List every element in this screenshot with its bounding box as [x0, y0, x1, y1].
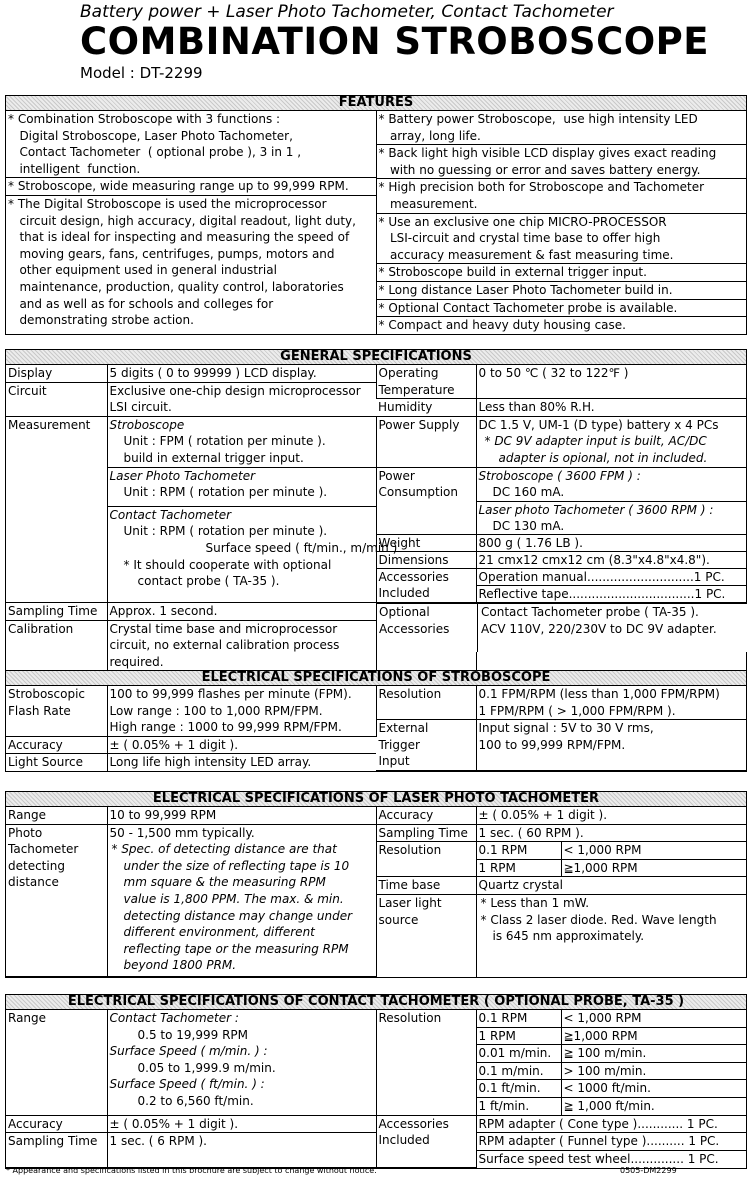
spec-value: ≧1,000 RPM — [561, 1027, 746, 1045]
feature-item — [377, 317, 747, 334]
optional-accessories: Optional Accessories Contact Tachometer probe ( TA-35 ). ACV 110V, 220/230V to DC 9V adapter. — [376, 603, 747, 652]
spec-value: 10 to 99,999 RPM — [107, 807, 376, 824]
spec-value: 0.1 FPM/RPM (less than 1,000 FPM/RPM) 1 FPM/RPM ( > 1,000 FPM/RPM ). — [476, 686, 746, 720]
feature-item — [377, 300, 747, 318]
spec-label: Humidity — [376, 399, 476, 417]
spec-value: ± ( 0.05% + 1 digit ). — [107, 1115, 376, 1133]
spec-value: RPM adapter ( Funnel type ).......... 1 PC. — [476, 1133, 746, 1151]
laser-note-line: reflecting tape or the measuring RPM — [123, 941, 349, 956]
spec-value: 100 to 99,999 flashes per minute (FPM). Low range : 100 to 1,000 RPM/FPM. High range : 1000 to 99,999 RPM/FPM. — [107, 686, 376, 736]
feature-item — [6, 178, 376, 196]
general-specs-section — [5, 349, 747, 672]
feature-item — [6, 196, 376, 329]
spec-value: 1 RPM — [476, 1027, 561, 1045]
feature-line: * Use an exclusive one chip MICRO-PROCESSOR — [378, 214, 667, 229]
laser-note-line: under the size of reflecting tape is 10 — [123, 858, 350, 873]
spec-label: Resolution — [376, 842, 476, 877]
feature-line: * Optional Contact Tachometer probe is available. — [378, 300, 678, 315]
spec-value: 0.1 m/min. — [476, 1062, 561, 1080]
feature-item — [377, 264, 747, 282]
spec-label: Range — [6, 807, 107, 824]
spec-label: Display — [6, 365, 107, 382]
spec-value: ≧ 100 m/min. — [561, 1045, 746, 1063]
feature-line: Digital Stroboscope, Laser Photo Tachometer, — [8, 128, 293, 143]
spec-label: Resolution — [376, 1010, 476, 1115]
spec-value: Long life high intensity LED array. — [107, 754, 376, 771]
laser-specs-section — [5, 791, 747, 978]
stroboscope-specs-heading: ELECTRICAL SPECIFICATIONS OF STROBOSCOPE — [6, 671, 746, 686]
laser-note-line: mm square & the measuring RPM — [123, 875, 326, 890]
feature-line: * Stroboscope build in external trigger input. — [378, 265, 647, 280]
spec-value: 1 sec. ( 60 RPM ). — [476, 824, 746, 842]
feature-line: * Battery power Stroboscope, use high intensity LED — [378, 112, 698, 126]
feature-item — [377, 111, 747, 145]
page-title: COMBINATION STROBOSCOPE — [80, 20, 710, 63]
spec-value: Stroboscope ( 3600 FPM ) : DC 160 mA. Laser photo Tachometer ( 3600 RPM ) : DC 130 mA. 800 g ( 1.76 LB ). 21 cmx12 cmx12 cm (8.3"x4.8"x4.8"). Operation manual............................1 PC. Reflective tape.................................1 PC. — [476, 467, 746, 603]
features-right — [376, 111, 746, 334]
spec-label: Sampling Time — [6, 1133, 107, 1168]
spec-value: Contact Tachometer : 0.5 to 19,999 RPM Surface Speed ( m/min. ) : 0.05 to 1,999.9 m/min. Surface Speed ( ft/min. ) : 0.2 to 6,560 ft/min. — [107, 1010, 376, 1115]
laser-note-line: detecting distance may change under — [123, 908, 353, 923]
spec-value: Quartz crystal — [476, 877, 746, 895]
spec-value: > 100 m/min. — [561, 1062, 746, 1080]
laser-note-line: different environment, different — [123, 925, 315, 940]
model-number: Model : DT-2299 — [80, 64, 203, 82]
feature-line: * Stroboscope, wide measuring range up to 99,999 RPM. — [8, 179, 349, 194]
spec-label: Calibration — [6, 620, 107, 670]
feature-line: * Long distance Laser Photo Tachometer build in. — [378, 282, 673, 297]
spec-value: ≧ 1,000 ft/min. — [561, 1097, 746, 1115]
disclaimer-note: * Appearance and specifications listed in this brochure are subject to change without notice. — [6, 1166, 377, 1175]
spec-value: Input signal : 5V to 30 V rms, 100 to 99,999 RPM/FPM. — [476, 720, 746, 771]
feature-line: accuracy measurement & fast measuring time. — [378, 247, 674, 262]
spec-label: Range — [6, 1010, 107, 1115]
spec-label: Power Consumption Weight Dimensions Accessories Included — [376, 467, 476, 603]
spec-value: ≧1,000 RPM — [561, 859, 746, 877]
contact-specs-section — [5, 994, 747, 1169]
spec-value: ± ( 0.05% + 1 digit ). — [476, 807, 746, 824]
spec-value: 5 digits ( 0 to 99999 ) LCD display. — [107, 365, 376, 382]
spec-value: Less than 80% R.H. — [476, 399, 746, 417]
spec-label: Laser light source — [376, 894, 476, 977]
spec-value: * Less than 1 mW. * Class 2 laser diode. Red. Wave length is 645 nm approximately. — [476, 894, 746, 977]
feature-line: intelligent function. — [8, 161, 141, 176]
spec-label: Resolution — [376, 686, 476, 720]
spec-value: 0.01 m/min. — [476, 1045, 561, 1063]
feature-line: demonstrating strobe action. — [8, 313, 194, 328]
feature-line: Contact Tachometer ( optional probe ), 3 in 1 , — [8, 145, 302, 160]
features-section — [5, 95, 747, 335]
spec-label: Stroboscopic Flash Rate — [6, 686, 107, 736]
contact-specs-heading: ELECTRICAL SPECIFICATIONS OF CONTACT TACHOMETER ( OPTIONAL PROBE, TA-35 ) — [6, 995, 746, 1010]
spec-value: 1 ft/min. — [476, 1097, 561, 1115]
feature-item — [6, 111, 376, 178]
feature-line: * High precision both for Stroboscope and Tachometer — [378, 180, 705, 195]
spec-value: Crystal time base and microprocessor circuit, no external calibration process required. — [107, 620, 376, 670]
spec-label: Operating Temperature — [376, 365, 476, 399]
spec-value: < 1,000 RPM — [561, 842, 746, 860]
spec-value: < 1000 ft/min. — [561, 1080, 746, 1098]
spec-value: Surface speed test wheel.............. 1 PC. — [476, 1150, 746, 1167]
spec-label: Accuracy — [6, 736, 107, 754]
feature-item — [377, 214, 747, 265]
spec-value: Stroboscope Unit : FPM ( rotation per minute ). build in external trigger input. — [107, 416, 376, 467]
spec-label: Sampling Time — [376, 824, 476, 842]
spec-label: Accessories Included — [376, 1115, 476, 1167]
spec-value: Laser Photo Tachometer Unit : RPM ( rotation per minute ). — [107, 467, 376, 506]
spec-value: 0 to 50 ℃ ( 32 to 122℉ ) — [476, 365, 746, 399]
feature-item — [377, 282, 747, 300]
laser-note-line: value is 1,800 PPM. The max. & min. — [123, 891, 344, 906]
subtitle: Battery power + Laser Photo Tachometer, Contact Tachometer — [80, 2, 614, 22]
stroboscope-specs-section — [5, 670, 747, 772]
spec-label: Sampling Time — [6, 603, 107, 621]
feature-line: * Compact and heavy duty housing case. — [378, 318, 626, 333]
spec-label: External Trigger Input — [376, 720, 476, 771]
spec-value: 1 sec. ( 6 RPM ). — [107, 1133, 376, 1168]
laser-note-line: * Spec. of detecting distance are that — [111, 842, 337, 857]
feature-line: * The Digital Stroboscope is used the microprocessor — [8, 196, 327, 211]
spec-label: Measurement — [6, 416, 107, 602]
features-left — [6, 111, 376, 334]
spec-label: Light Source — [6, 754, 107, 771]
spec-value: 1 RPM — [476, 859, 561, 877]
spec-label: Accuracy — [6, 1115, 107, 1133]
spec-value: RPM adapter ( Cone type )............ 1 PC. — [476, 1115, 746, 1133]
laser-specs-heading: ELECTRICAL SPECIFICATIONS OF LASER PHOTO TACHOMETER — [6, 792, 746, 807]
spec-label: Time base — [376, 877, 476, 895]
feature-line: LSI-circuit and crystal time base to offer high — [378, 231, 661, 246]
spec-value: ± ( 0.05% + 1 digit ). — [107, 736, 376, 754]
feature-line: measurement. — [378, 196, 478, 211]
contact-specs-table — [6, 1010, 746, 1168]
feature-line: with no guessing or error and saves battery energy. — [378, 162, 701, 177]
spec-value: 0.1 ft/min. — [476, 1080, 561, 1098]
spec-label: Accuracy — [376, 807, 476, 824]
spec-value: DC 1.5 V, UM-1 (D type) battery x 4 PCs * DC 9V adapter input is built, AC/DC adapter is opional, not in included. — [476, 416, 746, 467]
feature-line: * Combination Stroboscope with 3 functions : — [8, 112, 281, 126]
spec-value: 0.1 RPM — [476, 842, 561, 860]
spec-label: Photo Tachometer detecting distance — [6, 824, 107, 977]
document-code: 0505-DM2299 — [620, 1166, 677, 1175]
spec-value: < 1,000 RPM — [561, 1010, 746, 1027]
spec-value: 50 - 1,500 mm typically. * Spec. of detecting distance are that under the size of reflecting tape is 10 mm square & the measuring RPM value is 1,800 PPM. The max. & min. detecting distance may change under different environment, different reflecting tape or the measuring RPM beyond 1800 PRM. — [107, 824, 376, 977]
feature-line: maintenance, production, quality control, laboratories — [8, 279, 344, 294]
laser-specs-table — [6, 807, 746, 977]
stroboscope-specs-table — [6, 686, 746, 771]
spec-value: Exclusive one-chip design microprocessor LSI circuit. — [107, 382, 376, 416]
features-table — [6, 111, 746, 334]
feature-line: and as well as for schools and colleges for — [8, 296, 274, 311]
feature-line: that is ideal for inspecting and measuring the speed of — [8, 230, 350, 245]
spec-value: Contact Tachometer Unit : RPM ( rotation per minute ). Surface speed ( ft/min., m/min ) * It should cooperate with optional contact probe ( TA-35 ). — [107, 506, 376, 602]
spec-value: Approx. 1 second. — [107, 603, 376, 621]
feature-line: array, long life. — [378, 128, 481, 143]
feature-item — [377, 145, 747, 179]
feature-item — [377, 179, 747, 213]
feature-line: circuit design, high accuracy, digital readout, light duty, — [8, 213, 356, 228]
feature-line: * Back light high visible LCD display gives exact reading — [378, 146, 717, 161]
feature-line: other equipment used in general industrial — [8, 263, 277, 278]
laser-note-line: beyond 1800 PRM. — [123, 958, 237, 973]
spec-label: Power Supply — [376, 416, 476, 467]
general-specs-heading: GENERAL SPECIFICATIONS — [6, 350, 746, 365]
spec-value: 0.1 RPM — [476, 1010, 561, 1027]
spec-label: Circuit — [6, 382, 107, 416]
feature-line: moving gears, fans, centrifuges, pumps, motors and — [8, 246, 335, 261]
features-heading: FEATURES — [6, 96, 746, 111]
